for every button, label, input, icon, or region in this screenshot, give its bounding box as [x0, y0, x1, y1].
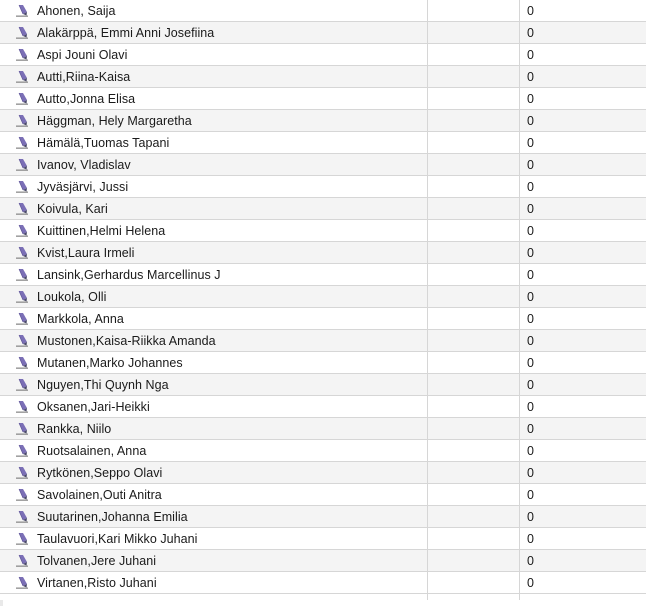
value-cell[interactable] [520, 154, 646, 176]
empty-cell[interactable] [428, 176, 520, 198]
student-name-cell[interactable] [0, 352, 428, 374]
student-name: Autto,Jonna Elisa [37, 91, 136, 106]
pencil-icon[interactable] [14, 69, 30, 85]
value-cell[interactable] [520, 440, 646, 462]
student-name-cell[interactable] [0, 550, 428, 572]
footer-value-cell [520, 594, 646, 600]
empty-cell[interactable] [428, 484, 520, 506]
table-row[interactable] [0, 550, 646, 572]
pencil-icon[interactable] [14, 179, 30, 195]
student-name-cell[interactable] [0, 308, 428, 330]
pencil-icon[interactable] [14, 333, 30, 349]
value-text: 0 [527, 289, 534, 304]
pencil-icon[interactable] [14, 399, 30, 415]
value-text: 0 [527, 25, 534, 40]
student-name: Ivanov, Vladislav [37, 157, 131, 172]
value-cell[interactable] [520, 286, 646, 308]
value-cell[interactable] [520, 264, 646, 286]
student-name-cell[interactable] [0, 154, 428, 176]
student-name-cell[interactable] [0, 506, 428, 528]
table-row[interactable] [0, 264, 646, 286]
student-name: Ahonen, Saija [37, 3, 116, 18]
pencil-icon[interactable] [14, 25, 30, 41]
pencil-icon[interactable] [14, 3, 30, 19]
value-cell[interactable] [520, 352, 646, 374]
empty-cell[interactable] [428, 0, 520, 22]
table-row[interactable] [0, 440, 646, 462]
value-cell[interactable] [520, 44, 646, 66]
value-text: 0 [527, 47, 534, 62]
value-text: 0 [527, 267, 534, 282]
empty-cell[interactable] [428, 330, 520, 352]
value-text: 0 [527, 311, 534, 326]
table-row[interactable] [0, 572, 646, 594]
student-name-cell[interactable] [0, 572, 428, 594]
empty-cell[interactable] [428, 308, 520, 330]
empty-cell[interactable] [428, 440, 520, 462]
grid-footer-row [0, 594, 646, 600]
empty-cell[interactable] [428, 286, 520, 308]
table-row[interactable] [0, 176, 646, 198]
pencil-icon[interactable] [14, 223, 30, 239]
student-name: Koivula, Kari [37, 201, 108, 216]
empty-cell[interactable] [428, 374, 520, 396]
table-row[interactable] [0, 484, 646, 506]
value-text: 0 [527, 399, 534, 414]
value-cell[interactable] [520, 418, 646, 440]
table-row[interactable] [0, 154, 646, 176]
pencil-icon[interactable] [14, 509, 30, 525]
pencil-icon[interactable] [14, 465, 30, 481]
value-text: 0 [527, 179, 534, 194]
value-cell[interactable] [520, 330, 646, 352]
pencil-icon[interactable] [14, 443, 30, 459]
student-name: Taulavuori,Kari Mikko Juhani [37, 531, 198, 546]
value-text: 0 [527, 333, 534, 348]
pencil-icon[interactable] [14, 47, 30, 63]
table-row[interactable] [0, 242, 646, 264]
student-name: Jyväsjärvi, Jussi [37, 179, 129, 194]
table-row[interactable] [0, 198, 646, 220]
table-row[interactable] [0, 132, 646, 154]
value-cell[interactable] [520, 88, 646, 110]
value-text: 0 [527, 421, 534, 436]
empty-cell[interactable] [428, 352, 520, 374]
table-row[interactable] [0, 66, 646, 88]
student-name-cell[interactable] [0, 66, 428, 88]
pencil-icon[interactable] [14, 245, 30, 261]
student-name: Hämälä,Tuomas Tapani [37, 135, 170, 150]
student-name: Häggman, Hely Margaretha [37, 113, 192, 128]
empty-cell[interactable] [428, 198, 520, 220]
value-cell[interactable] [520, 66, 646, 88]
value-text: 0 [527, 575, 534, 590]
value-text: 0 [527, 355, 534, 370]
student-name-cell[interactable] [0, 0, 428, 22]
pencil-icon[interactable] [14, 421, 30, 437]
value-cell[interactable] [520, 528, 646, 550]
student-name-cell[interactable] [0, 528, 428, 550]
value-text: 0 [527, 487, 534, 502]
value-text: 0 [527, 91, 534, 106]
student-name: Kvist,Laura Irmeli [37, 245, 135, 260]
value-text: 0 [527, 69, 534, 84]
empty-cell[interactable] [428, 44, 520, 66]
pencil-icon[interactable] [14, 355, 30, 371]
table-row[interactable] [0, 220, 646, 242]
student-name: Kuittinen,Helmi Helena [37, 223, 166, 238]
student-name: Oksanen,Jari-Heikki [37, 399, 150, 414]
table-row[interactable] [0, 308, 646, 330]
student-name-cell[interactable] [0, 22, 428, 44]
value-text: 0 [527, 553, 534, 568]
student-name: Ruotsalainen, Anna [37, 443, 147, 458]
empty-cell[interactable] [428, 264, 520, 286]
empty-cell[interactable] [428, 66, 520, 88]
empty-cell[interactable] [428, 506, 520, 528]
table-row[interactable] [0, 22, 646, 44]
value-cell[interactable] [520, 0, 646, 22]
pencil-icon[interactable] [14, 201, 30, 217]
student-name: Markkola, Anna [37, 311, 124, 326]
value-cell[interactable] [520, 110, 646, 132]
footer-gap-cell [428, 594, 520, 600]
value-text: 0 [527, 377, 534, 392]
pencil-icon[interactable] [14, 113, 30, 129]
table-row[interactable] [0, 286, 646, 308]
value-cell[interactable] [520, 550, 646, 572]
table-row[interactable] [0, 110, 646, 132]
student-name-cell[interactable] [0, 44, 428, 66]
table-row[interactable] [0, 88, 646, 110]
value-cell[interactable] [520, 22, 646, 44]
student-name-cell[interactable] [0, 220, 428, 242]
value-cell[interactable] [520, 374, 646, 396]
empty-cell[interactable] [428, 462, 520, 484]
empty-cell[interactable] [428, 396, 520, 418]
table-row[interactable] [0, 528, 646, 550]
value-text: 0 [527, 443, 534, 458]
student-name-cell[interactable] [0, 462, 428, 484]
student-name: Aspi Jouni Olavi [37, 47, 128, 62]
student-name-cell[interactable] [0, 418, 428, 440]
pencil-icon[interactable] [14, 267, 30, 283]
student-name-cell[interactable] [0, 264, 428, 286]
table-row[interactable] [0, 352, 646, 374]
value-cell[interactable] [520, 396, 646, 418]
empty-cell[interactable] [428, 242, 520, 264]
value-text: 0 [527, 201, 534, 216]
student-name-cell[interactable] [0, 176, 428, 198]
value-cell[interactable] [520, 572, 646, 594]
pencil-icon[interactable] [14, 487, 30, 503]
empty-cell[interactable] [428, 154, 520, 176]
table-row[interactable] [0, 0, 646, 22]
empty-cell[interactable] [428, 132, 520, 154]
student-name-cell[interactable] [0, 330, 428, 352]
pencil-icon[interactable] [14, 553, 30, 569]
table-row[interactable] [0, 44, 646, 66]
pencil-icon[interactable] [14, 377, 30, 393]
pencil-icon[interactable] [14, 157, 30, 173]
value-text: 0 [527, 531, 534, 546]
value-cell[interactable] [520, 242, 646, 264]
pencil-icon[interactable] [14, 91, 30, 107]
student-name-cell[interactable] [0, 88, 428, 110]
table-row[interactable] [0, 506, 646, 528]
pencil-icon[interactable] [14, 135, 30, 151]
student-name-cell[interactable] [0, 484, 428, 506]
student-name-cell[interactable] [0, 242, 428, 264]
value-text: 0 [527, 465, 534, 480]
student-name-cell[interactable] [0, 198, 428, 220]
student-name-cell[interactable] [0, 374, 428, 396]
value-text: 0 [527, 509, 534, 524]
student-name: Loukola, Olli [37, 289, 107, 304]
student-name: Mustonen,Kaisa-Riikka Amanda [37, 333, 216, 348]
pencil-icon[interactable] [14, 289, 30, 305]
table-row[interactable] [0, 396, 646, 418]
student-name: Autti,Riina-Kaisa [37, 69, 131, 84]
table-row[interactable] [0, 330, 646, 352]
value-cell[interactable] [520, 308, 646, 330]
empty-cell[interactable] [428, 550, 520, 572]
student-name-cell[interactable] [0, 132, 428, 154]
student-name: Rankka, Niilo [37, 421, 112, 436]
student-name: Suutarinen,Johanna Emilia [37, 509, 188, 524]
empty-cell[interactable] [428, 528, 520, 550]
value-text: 0 [527, 223, 534, 238]
student-name-cell[interactable] [0, 286, 428, 308]
empty-cell[interactable] [428, 418, 520, 440]
table-row[interactable] [0, 374, 646, 396]
student-name: Tolvanen,Jere Juhani [37, 553, 157, 568]
table-row[interactable] [0, 418, 646, 440]
pencil-icon[interactable] [14, 575, 30, 591]
student-name: Virtanen,Risto Juhani [37, 575, 157, 590]
value-text: 0 [527, 135, 534, 150]
empty-cell[interactable] [428, 220, 520, 242]
value-cell[interactable] [520, 176, 646, 198]
empty-cell[interactable] [428, 88, 520, 110]
student-name: Savolainen,Outi Anitra [37, 487, 162, 502]
empty-cell[interactable] [428, 110, 520, 132]
value-text: 0 [527, 113, 534, 128]
value-cell[interactable] [520, 484, 646, 506]
student-name: Rytkönen,Seppo Olavi [37, 465, 163, 480]
table-row[interactable] [0, 462, 646, 484]
empty-cell[interactable] [428, 572, 520, 594]
value-cell[interactable] [520, 132, 646, 154]
student-name: Nguyen,Thi Quynh Nga [37, 377, 169, 392]
value-cell[interactable] [520, 198, 646, 220]
footer-name-cell [0, 594, 428, 600]
student-name: Alakärppä, Emmi Anni Josefiina [37, 25, 215, 40]
value-text: 0 [527, 3, 534, 18]
student-name-cell[interactable] [0, 396, 428, 418]
student-name: Mutanen,Marko Johannes [37, 355, 183, 370]
student-name-cell[interactable] [0, 440, 428, 462]
value-cell[interactable] [520, 220, 646, 242]
value-cell[interactable] [520, 462, 646, 484]
pencil-icon[interactable] [14, 531, 30, 547]
pencil-icon[interactable] [14, 311, 30, 327]
empty-cell[interactable] [428, 22, 520, 44]
student-name-cell[interactable] [0, 110, 428, 132]
value-cell[interactable] [520, 506, 646, 528]
value-text: 0 [527, 245, 534, 260]
value-text: 0 [527, 157, 534, 172]
student-name: Lansink,Gerhardus Marcellinus J [37, 267, 221, 282]
